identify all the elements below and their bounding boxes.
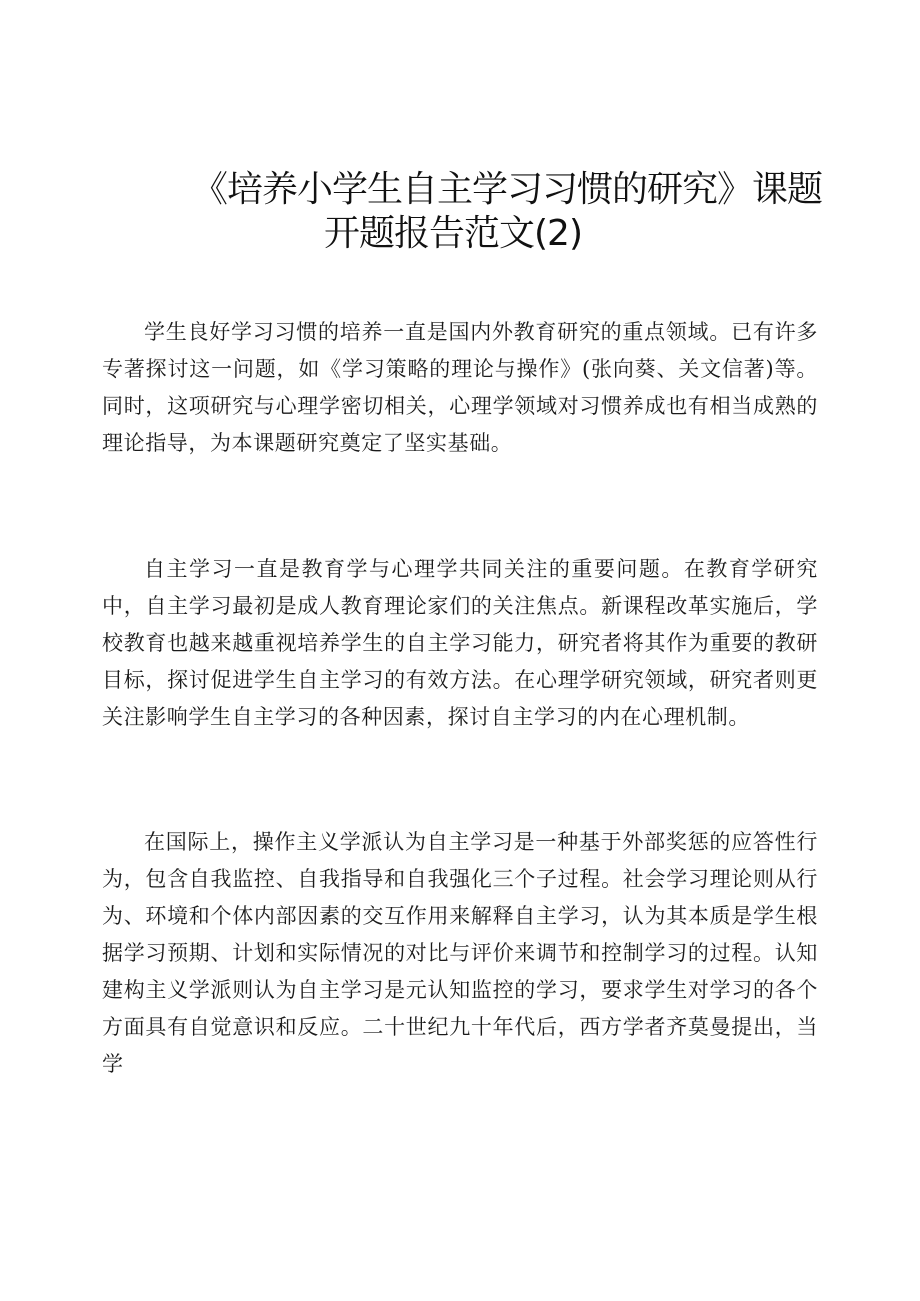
body-paragraph-2: 自主学习一直是教育学与心理学共同关注的重要问题。在教育学研究中，自主学习最初是成人教育理论家们的关注焦点。新课程改革实施后，学校教育也越来越重视培养学生的自主学习能力，研究者将其作为重要的教研目标，探讨促进学生自主学习的有效方法。在心理学研究领域，研究者则更关注影响学生自主学习的各种因素，探讨自主学习的内在心理机制。	[102, 557, 818, 729]
body-paragraph-3: 在国际上，操作主义学派认为自主学习是一种基于外部奖惩的应答性行为，包含自我监控、自我指导和自我强化三个子过程。社会学习理论则从行为、环境和个体内部因素的交互作用来解释自主学习，认为其本质是学生根据学习预期、计划和实际情况的对比与评价来调节和控制学习的过程。认知建构主义学派则认为自主学习是元认知监控的学习，要求学生对学习的各个方面具有自觉意识和反应。二十世纪九十年代后，西方学者齐莫曼提出，当学	[102, 830, 818, 1076]
document-title-line-1: 《培养小学生自主学习习惯的研究》课题	[191, 169, 822, 210]
document-title	[100, 168, 860, 256]
body-paragraph-1: 学生良好学习习惯的培养一直是国内外教育研究的重点领域。已有许多专著探讨这一问题，如《学习策略的理论与操作》(张向葵、关文信著)等。同时，这项研究与心理学密切相关，心理学领域对习惯养成也有相当成熟的理论指导，为本课题研究奠定了坚实基础。	[102, 320, 818, 455]
document-title-line-2: 开题报告范文(2)	[324, 213, 582, 254]
